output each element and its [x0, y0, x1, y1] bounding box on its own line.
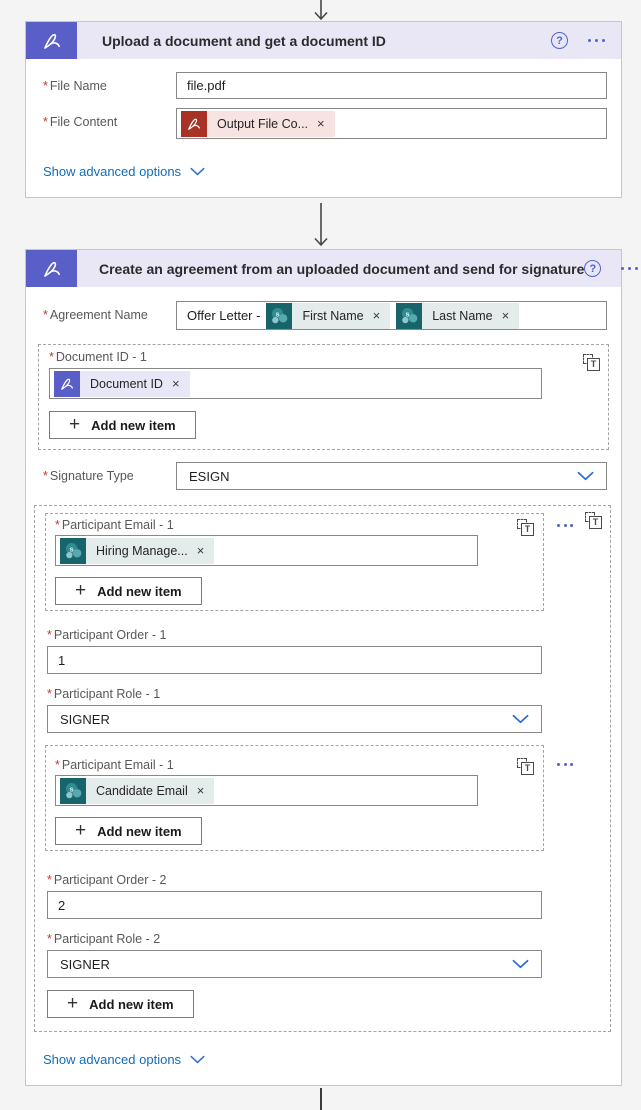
sharepoint-icon — [266, 303, 292, 329]
participant-email-input[interactable] — [55, 535, 478, 566]
more-options-icon[interactable] — [621, 267, 638, 270]
sharepoint-icon — [396, 303, 422, 329]
show-advanced-options-link[interactable]: Show advanced options — [43, 164, 205, 179]
chevron-down-icon — [190, 1055, 205, 1064]
plus-icon: + — [75, 819, 87, 841]
chevron-down-icon — [577, 471, 594, 481]
required-marker: * — [47, 628, 52, 642]
participant-order-input[interactable] — [47, 646, 542, 674]
add-new-item-button[interactable]: + Add new item — [55, 817, 202, 845]
plus-icon: + — [67, 992, 79, 1014]
adobe-acrobat-sign-icon — [54, 371, 80, 397]
help-icon[interactable]: ? — [551, 32, 568, 49]
add-new-item-button[interactable]: + Add new item — [47, 990, 194, 1018]
adobe-acrobat-sign-icon — [26, 250, 77, 287]
connector-line-bottom — [320, 1088, 322, 1110]
card-header[interactable] — [26, 22, 621, 59]
dynamic-content-chip-output-file-content[interactable] — [181, 111, 335, 137]
participant-role-select[interactable] — [47, 950, 542, 978]
required-marker: * — [43, 308, 48, 322]
required-marker: * — [47, 687, 52, 701]
required-marker: * — [43, 79, 48, 93]
adobe-pdf-icon — [181, 111, 207, 137]
required-marker: * — [55, 758, 60, 772]
close-icon[interactable]: × — [196, 543, 205, 558]
sharepoint-icon — [60, 538, 86, 564]
selected-value: SIGNER — [60, 956, 110, 972]
chip-label: Document ID — [90, 376, 163, 391]
close-icon[interactable]: × — [317, 116, 325, 131]
participant-email-label: * Participant Email - 1 — [55, 518, 174, 532]
close-icon[interactable]: × — [171, 376, 180, 391]
document-id-label: * Document ID - 1 — [49, 350, 147, 364]
required-marker: * — [49, 350, 54, 364]
participant-role-select[interactable] — [47, 705, 542, 733]
connector-arrow-top — [0, 0, 641, 21]
chip-label: Output File Co... — [217, 116, 309, 131]
action-title: Upload a document and get a document ID — [102, 32, 386, 49]
show-advanced-options-link[interactable]: Show advanced options — [43, 1052, 205, 1067]
participant-sets-array-group — [34, 505, 611, 1032]
close-icon[interactable]: × — [501, 308, 510, 323]
arrow-down-icon — [311, 0, 331, 21]
required-marker: * — [47, 932, 52, 946]
chip-label: Candidate Email — [96, 783, 188, 798]
participant-email-input[interactable] — [55, 775, 478, 806]
dynamic-content-chip-last-name[interactable] — [396, 303, 519, 329]
file-name-label: * File Name — [43, 79, 107, 93]
connector-arrow-middle — [0, 198, 641, 249]
agreement-name-input[interactable] — [176, 301, 607, 330]
participant-role-label: * Participant Role - 2 — [47, 932, 161, 946]
card-header[interactable] — [26, 250, 621, 287]
sharepoint-icon — [60, 778, 86, 804]
file-content-label: * File Content — [43, 115, 118, 129]
required-marker: * — [43, 469, 48, 483]
action-title: Create an agreement from an uploaded document and send for signature — [99, 260, 585, 277]
participant-order-input[interactable] — [47, 891, 542, 919]
action-card-create-agreement — [25, 249, 622, 1086]
switch-to-text-mode-icon[interactable]: T — [585, 512, 602, 529]
switch-to-text-mode-icon[interactable]: T — [583, 354, 600, 371]
participant-role-label: * Participant Role - 1 — [47, 687, 161, 701]
chevron-down-icon — [512, 959, 529, 969]
dynamic-content-chip-first-name[interactable] — [266, 303, 390, 329]
switch-to-text-mode-icon[interactable]: T — [517, 758, 534, 775]
selected-value: ESIGN — [189, 468, 230, 484]
chevron-down-icon — [190, 167, 205, 176]
participant-email-label: * Participant Email - 1 — [55, 758, 174, 772]
help-icon[interactable]: ? — [584, 260, 601, 277]
more-options-icon[interactable] — [588, 39, 605, 42]
participant-email-array-group — [45, 745, 544, 851]
action-card-upload-document — [25, 21, 622, 198]
more-options-icon[interactable] — [557, 524, 573, 527]
arrow-down-icon — [311, 203, 331, 247]
document-id-input[interactable] — [49, 368, 542, 399]
participant-order-label: * Participant Order - 1 — [47, 628, 167, 642]
plus-icon: + — [75, 579, 87, 601]
file-name-input[interactable] — [176, 72, 607, 99]
participant-order-label: * Participant Order - 2 — [47, 873, 167, 887]
chip-label: First Name — [302, 308, 364, 323]
add-new-item-button[interactable]: + Add new item — [55, 577, 202, 605]
add-new-item-button[interactable]: + Add new item — [49, 411, 196, 439]
dynamic-content-chip-document-id[interactable] — [54, 371, 190, 397]
close-icon[interactable]: × — [372, 308, 381, 323]
switch-to-text-mode-icon[interactable]: T — [517, 519, 534, 536]
required-marker: * — [43, 115, 48, 129]
participant-email-array-group — [45, 513, 544, 611]
signature-type-select[interactable] — [176, 462, 607, 490]
signature-type-label: * Signature Type — [43, 469, 134, 483]
plus-icon: + — [69, 413, 81, 435]
document-id-array-group — [38, 344, 609, 450]
dynamic-content-chip-hiring-manager[interactable] — [60, 538, 214, 564]
chevron-down-icon — [512, 714, 529, 724]
adobe-acrobat-sign-icon — [26, 22, 77, 59]
required-marker: * — [47, 873, 52, 887]
selected-value: SIGNER — [60, 711, 110, 727]
file-content-input[interactable] — [176, 108, 607, 139]
close-icon[interactable]: × — [196, 783, 205, 798]
dynamic-content-chip-candidate-email[interactable] — [60, 778, 214, 804]
more-options-icon[interactable] — [557, 763, 573, 766]
chip-label: Hiring Manage... — [96, 543, 188, 558]
agreement-name-text: Offer Letter - — [187, 308, 261, 323]
chip-label: Last Name — [432, 308, 493, 323]
agreement-name-label: * Agreement Name — [43, 308, 148, 322]
required-marker: * — [55, 518, 60, 532]
